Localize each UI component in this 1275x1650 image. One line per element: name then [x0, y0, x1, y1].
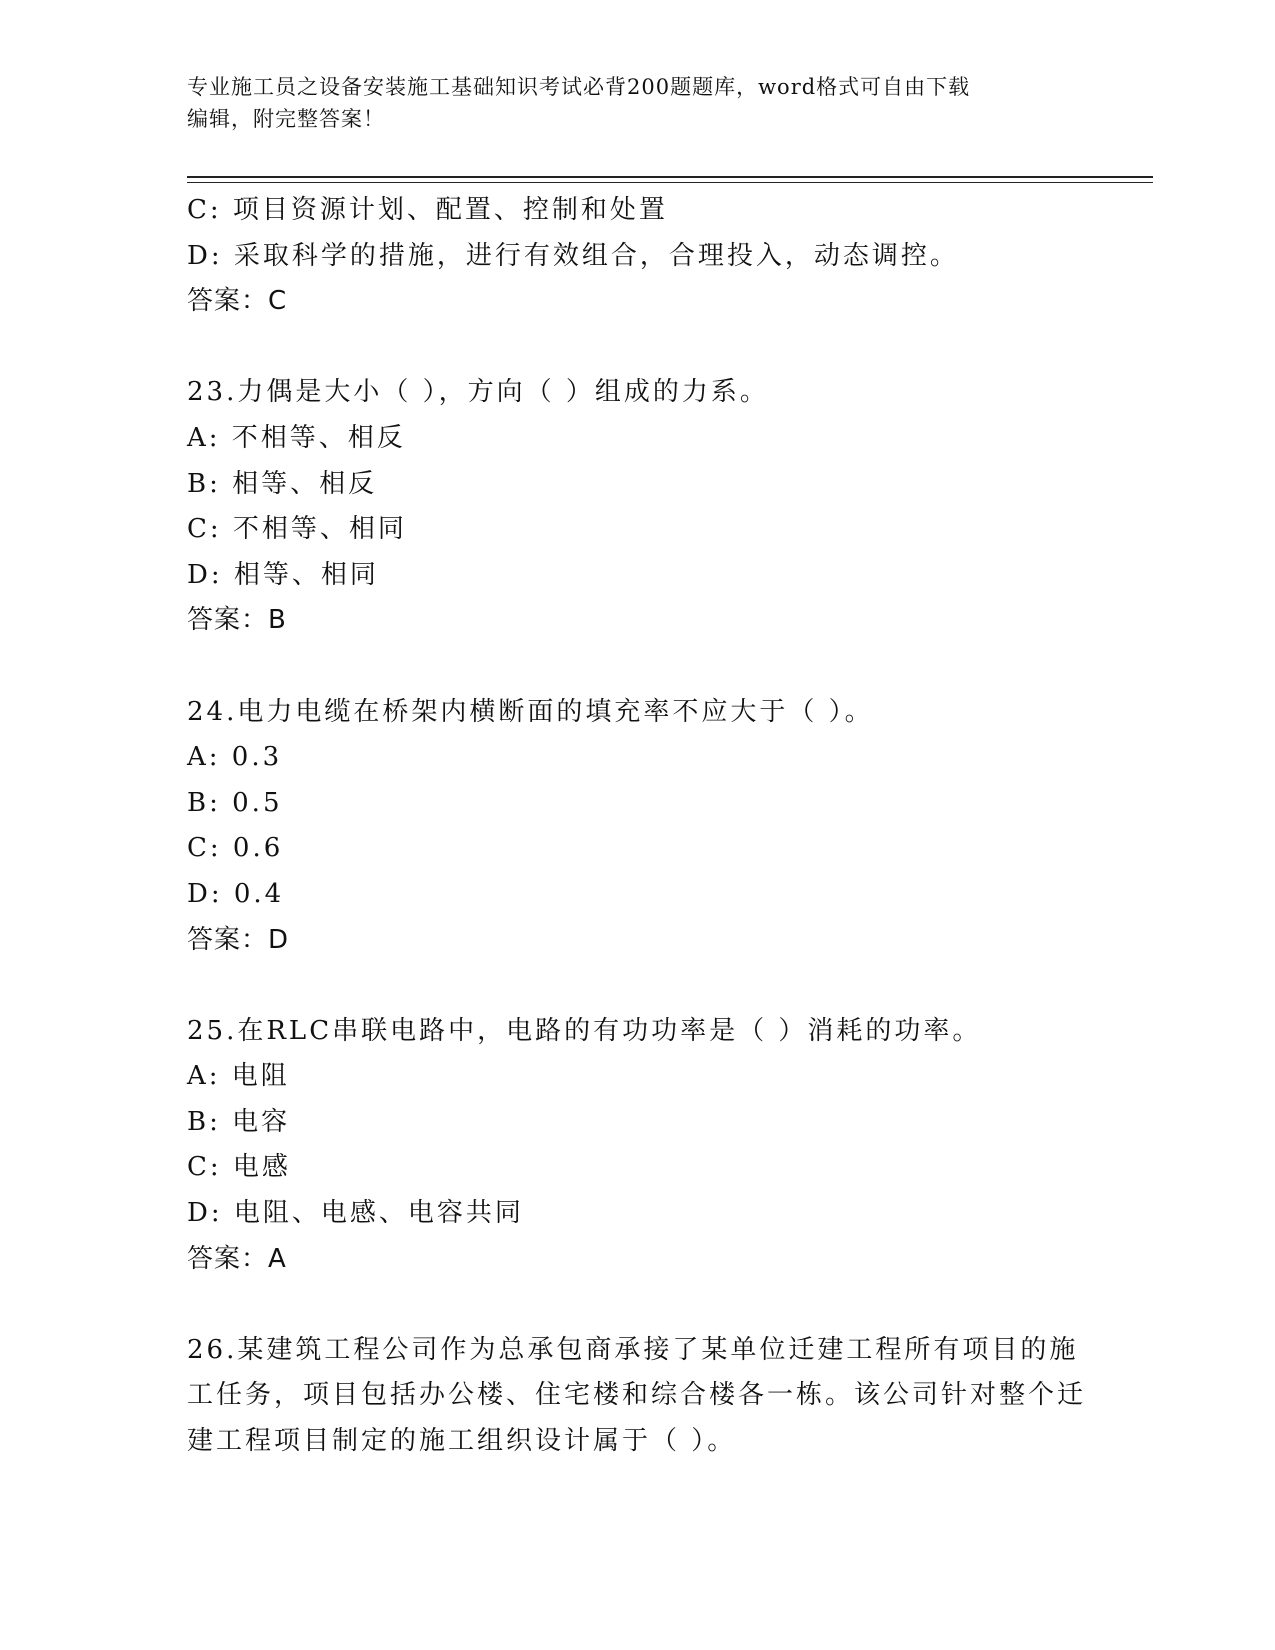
option-c: C: 0.6: [187, 833, 284, 864]
option-b: B: 电容: [187, 1106, 291, 1137]
question-stem: 23.力偶是大小（ ），方向（ ）组成的力系。: [187, 377, 769, 408]
question-stem: 26.某建筑工程公司作为总承包商承接了某单位迁建工程所有项目的施工任务，项目包括办公楼、住宅楼和综合楼各一栋。该公司针对整个迁建工程项目制定的施工组织设计属于（ ）。: [187, 1334, 1087, 1457]
question-24: [187, 690, 1147, 964]
header-title-line-2: 编辑，附完整答案！: [187, 107, 385, 131]
question-23: [187, 370, 1147, 644]
answer: 答案：C: [187, 286, 288, 317]
option-b: B: 0.5: [187, 787, 283, 818]
option-d: D: 采取科学的措施，进行有效组合，合理投入，动态调控。: [187, 240, 959, 271]
spacer: [187, 325, 1147, 371]
header-title-line-1: 专业施工员之设备安装施工基础知识考试必背200题题库，word格式可自由下载: [187, 75, 971, 99]
question-25: [187, 1009, 1147, 1283]
header-divider-thin: [187, 182, 1153, 183]
spacer: [187, 963, 1147, 1009]
question-26: [187, 1328, 1147, 1465]
page-header: [187, 71, 1087, 135]
option-d: D: 0.4: [187, 878, 285, 909]
option-a: A: 不相等、相反: [187, 422, 406, 453]
header-divider-thick: [187, 176, 1153, 178]
option-c: C: 电感: [187, 1152, 291, 1183]
option-d: D: 电阻、电感、电容共同: [187, 1198, 524, 1229]
option-c: C: 项目资源计划、配置、控制和处置: [187, 195, 668, 225]
option-a: A: 电阻: [187, 1061, 290, 1092]
question-22-tail: [187, 188, 1147, 325]
answer: 答案：D: [187, 924, 290, 955]
option-c: C: 不相等、相同: [187, 514, 407, 545]
spacer: [187, 644, 1147, 690]
question-stem: 25.在RLC串联电路中，电路的有功功率是（ ）消耗的功率。: [187, 1015, 982, 1046]
answer: 答案：B: [187, 605, 287, 636]
option-d: D: 相等、相同: [187, 559, 379, 590]
question-stem: 24.电力电缆在桥架内横断面的填充率不应大于（ ）。: [187, 696, 874, 727]
option-a: A: 0.3: [187, 742, 283, 773]
spacer: [187, 1282, 1147, 1328]
option-b: B: 相等、相反: [187, 468, 378, 499]
question-list: [187, 188, 1147, 1465]
answer: 答案：A: [187, 1243, 287, 1274]
